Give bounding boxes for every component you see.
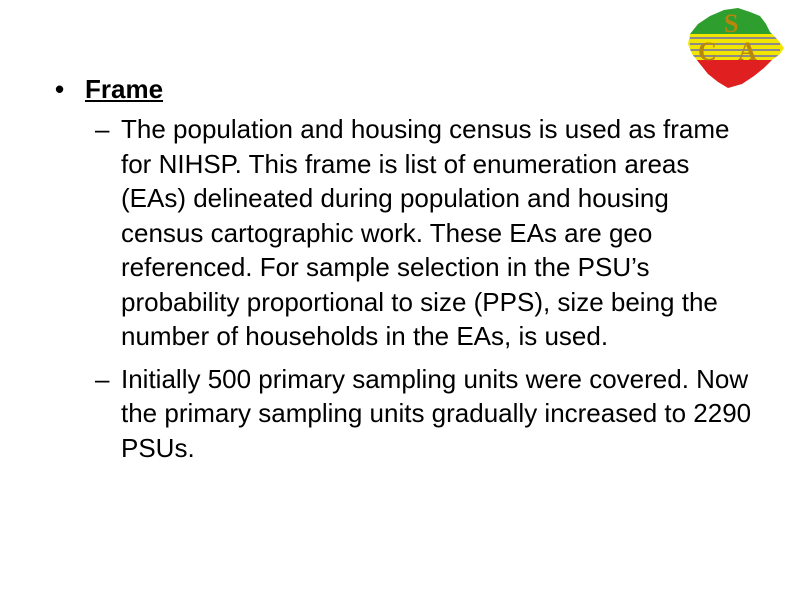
dash-icon: – [95,363,110,394]
bullet-heading: Frame [85,74,164,104]
dash-icon: – [95,114,110,144]
sub-item-text: Initially 500 primary sampling units were covered. Now the primary sampling units gradually increased to 2290 PSUs. [121,363,752,463]
logo-letter-a: A [738,37,757,66]
bullet-icon: • [55,74,65,104]
slide-content [55,72,755,465]
sub-item-text: The population and housing census is used as frame for NIHSP. This frame is list of enumeration areas (EAs) delineated during population and housing census cartographic work. These EAs are geo referenced. For sample selection in the PSU’s probability proportional to size (PPS), size being the number of households in the EAs, is used. [121,114,730,351]
logo-letter-c: C [698,37,717,66]
bullet-item-frame [55,72,755,106]
sub-item [55,112,755,354]
sub-item [55,362,755,466]
logo-letter-s: S [724,9,739,38]
